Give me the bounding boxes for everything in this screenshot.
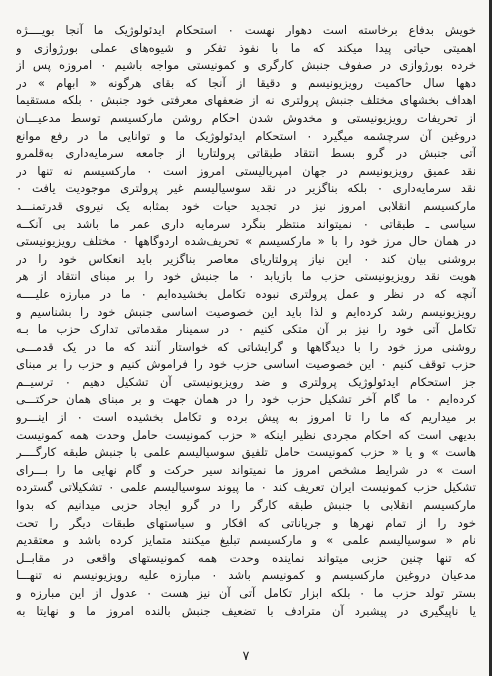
- text-line: آنچه که در نظر و عمل پرولتری نبوده تکامل بخشیده‌ایم ٠ ما در مبارزه علیــــه: [16, 286, 476, 301]
- text-line: سیاسی ـ طبقاتی ٠ نمیتواند منتظر بنگرد سرمایه داری عمر ما باشد بی آنکــه: [16, 216, 476, 231]
- body-text: [16, 22, 476, 620]
- text-line: اهمیتی حیاتی پیدا میکند که ما با نفوذ تفکر و شیوه‌های عملی بورژوازی و: [16, 40, 476, 55]
- text-line: دروغین آن سرچشمه میگیرد ٠ استحکام ایدئولوژیک ما و توانایی ما در رفع موانع: [16, 128, 476, 143]
- text-line: نقد عمیق رویزیونیسم در جهان امپریالیستی امروز است ٠ مارکسیسم نه تنها در: [16, 163, 476, 178]
- text-line: مدعیان دروغین مارکسیسم و کمونیسم باشد ٠ مبارزه علیه رویزیونیسم نه تنهـــا: [16, 568, 476, 583]
- text-line: آتی جنبش در گرو بسط انتقاد طبقاتی پرولتاریا از جامعه سرمایه‌داری به‌قلمرو: [16, 146, 476, 161]
- text-line: هاست » و یا « حزب کمونیست حامل تلفیق سوسیالیسم علمی با جنبش طبقه کارگــــر: [16, 445, 476, 460]
- text-line: نام « سوسیالیسم علمی » و مارکسیسم تبلیغ میکنند متمایز کرده باشد و معتقدیم: [16, 533, 476, 548]
- text-line: بستر تولد حزب ما ٠ بلکه ابزار تکامل آتی آن نیز هست ٠ عدول از این مبارزه و: [16, 586, 476, 600]
- text-line: اهداف بخشهای مختلف جنبش پرولتری نه از ضعفهای معرفتی خود جنبش ٠ بلکه مستقیما: [16, 93, 476, 108]
- text-line: رویزیونیسم رشد کرده‌ایم و لذا باید این خصوصیت اساسی جنبش خود را بشناسیم و: [16, 304, 476, 319]
- text-line: مارکسیسم انقلابی با جنبش طبقه کارگر را در گرو ایجاد حزبی میدانیم که بدوا: [16, 498, 476, 513]
- page-number: ۷: [242, 649, 250, 664]
- text-line: بر میداریم که ما را تا امروز به پیش برده و تکامل بخشیده است ٠ از اینـــرو: [16, 410, 476, 425]
- text-line: که تنها چنین حزبی میتواند نماینده وحدت همه کمونیستهای واقعی در مقابــل: [16, 550, 476, 565]
- text-line: از تحریفات رویزیونیستی و مخدوش شدن احکام روشن مارکسیسم توسط مدعیـــان: [16, 110, 476, 125]
- text-line: نقد سرمایه‌داری ٠ بلکه بناگزیر در نقد سوسیالیسم غیر پرولتری موجودیت یافت ٠: [16, 181, 476, 196]
- text-line: بروشنی بیان کند ٠ این نیاز پرولتاریای معاصر بناگزیر باید انعکاس خود را در: [16, 251, 476, 266]
- text-line: تشکیل حزب کمونیست ایران تعریف کند ٠ ما پیوند سوسیالیسم علمی ٠ تشکیلاتی گسترده: [16, 480, 476, 495]
- text-line: خرده بورژوازی در صفوف جنبش کارگری و کمونیستی مواجه باشیم ٠ امروزه پس از: [16, 58, 476, 73]
- text-line: خویش بدفاع برخاسته است دهوار نهست ٠ استحکام ایدئولوژیک ما آنجا بویــــژه: [16, 23, 476, 37]
- text-line: خود را از تمام نهرها و جریاناتی که افکار و سیاستهای طبقات دیگر را تحت: [16, 515, 476, 530]
- text-line: هویت نقد رویزیونیستی حزب ما بازیابد ٠ ما جنبش خود را بر مبنای انتقاد از هر: [16, 269, 476, 284]
- text-line: در همان حال مرز خود را با « مارکسیسم » تحریف‌شده اردوگاهها ٠ مختلف رویزیونیستی: [16, 234, 476, 249]
- text-line: حزب توقف کنیم ٠ این خصوصیت اساسی حزب خود را فراموش کنیم و حزب را بر مبنای: [16, 357, 476, 372]
- text-line: دهها سال حاکمیت رویزیونیسم و دقیقا از آنجا که بقای هرگونه « ابهام » در: [16, 75, 476, 90]
- text-line: بدیهی است که احکام مجردی نظیر اینکه « حزب کمونیست حامل وحدت همه کمونیست: [16, 427, 476, 442]
- text-line: مارکسیسم انقلابی امروز نیز در تجدید حیات خود بمثابه یک نیروی قدرتمنـــد: [16, 198, 476, 213]
- text-line: جز استحکام ایدئولوژیک پرولتری و ضد رویزیونیستی آن تشکیل دهیم ٠ ترسیــم: [16, 374, 476, 389]
- text-line: است » در شرایط مشخص امروز ما نمیتواند سیر حرکت و گام نهایی ما را بـــرای: [16, 462, 476, 477]
- text-line: تکامل آتی خود را نیز بر آن متکی کنیم ٠ در سمینار مقدماتی تدارک حزب ما بـه: [16, 322, 476, 337]
- text-line: روشنی مرز خود را با دیدگاهها و گرایشاتی که خواستار آنند که ما در یک قدمـــی: [16, 339, 476, 354]
- text-line: یا ناپیگیری در پیشبرد آن مترادف با تضعیف جنبش بالنده امروز ما و نهایتا به: [16, 603, 476, 618]
- text-line: کرده‌ایم ٠ ما گام آخر تشکیل حزب خود را در همان جهت و بر مبنای همان حرکتـــی: [16, 392, 476, 407]
